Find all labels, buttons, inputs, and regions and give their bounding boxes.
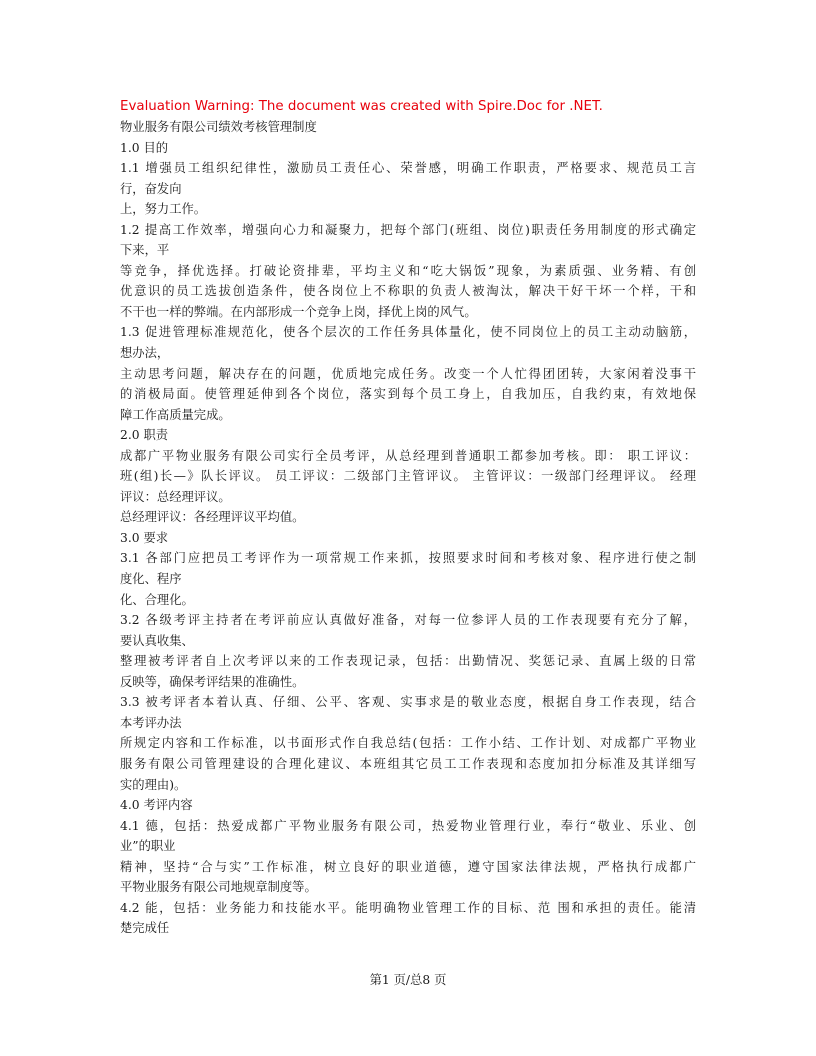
text-line: 3.3 被考评者本着认真、仔细、公平、客观、实事求是的敬业态度，根据自身工作表现，结合 — [120, 695, 696, 710]
text-line: 3.1 各部门应把员工考评作为一项常规工作来抓，按照要求时间和考核对象、程序进行使之制 — [120, 551, 696, 566]
text-line: 所规定内容和工作标准，以书面形式作自我总结(包括：工作小结、工作计划、对成都广平物业 — [120, 736, 696, 751]
text-line: 4.0 考评内容 — [120, 798, 193, 813]
text-line: 不干也一样的弊端。在内部形成一个竞争上岗，择优上岗的风气。 — [120, 304, 477, 319]
document-body — [120, 97, 696, 939]
evaluation-warning: Evaluation Warning: The document was created with Spire.Doc for .NET. — [120, 99, 603, 114]
text-line: 上，努力工作。 — [120, 202, 207, 217]
text-line: 班(组)长—》队长评议。 员工评议：二级部门主管评议。 主管评议：一级部门经理评议。 经理 — [120, 469, 696, 484]
text-line: 3.0 要求 — [120, 530, 169, 545]
text-line: 3.2 各级考评主持者在考评前应认真做好准备，对每一位参评人员的工作表现要有充分了解， — [120, 613, 696, 628]
text-line: 障工作高质量完成。 — [120, 407, 231, 422]
text-line: 的消极局面。使管理延伸到各个岗位，落实到每个员工身上，自我加压，自我约束，有效地保 — [120, 387, 696, 402]
page-footer: 第1 页/总8 页 — [369, 973, 447, 987]
text-line: 优意识的员工选拔创造条件，使各岗位上不称职的负责人被淘汰，解决干好干坏一个样，干和 — [120, 284, 696, 299]
text-line: 1.3 促进管理标准规范化，使各个层次的工作任务具体量化，使不同岗位上的员工主动动脑筋， — [120, 325, 696, 340]
text-line: 整理被考评者自上次考评以来的工作表现记录，包括：出勤情况、奖惩记录、直属上级的日常 — [120, 654, 696, 669]
text-line: 4.1 德，包括：热爱成都广平物业服务有限公司，热爱物业管理行业，奉行“敬业、乐业、创 — [120, 818, 696, 833]
text-line: 行，奋发向 — [120, 181, 182, 196]
text-line: 化、合理化。 — [120, 592, 194, 607]
text-line: 精神，坚持“合与实”工作标准，树立良好的职业道德，遵守国家法律法规，严格执行成都广 — [120, 859, 696, 874]
text-line: 想办法， — [120, 346, 170, 361]
text-line: 实的理由)。 — [120, 777, 187, 792]
text-line: 服务有限公司管理建设的合理化建议、本班组其它员工工作表现和态度加扣分标准及其详细写 — [120, 756, 696, 771]
text-line: 2.0 职责 — [120, 428, 169, 443]
text-line: 下来，平 — [120, 243, 170, 258]
text-line: 1.2 提高工作效率，增强向心力和凝聚力，把每个部门(班组、岗位)职责任务用制度的形式确定 — [120, 222, 696, 237]
text-line: 等竞争，择优选择。打破论资排辈，平均主义和“吃大锅饭”现象，为素质强、业务精、有创 — [120, 263, 696, 278]
text-line: 1.1 增强员工组织纪律性，激励员工责任心、荣誉感，明确工作职责，严格要求、规范员工言 — [120, 161, 696, 176]
text-line: 成都广平物业服务有限公司实行全员考评，从总经理到普通职工都参加考核。即： 职工评议： — [120, 448, 696, 463]
text-line: 度化、程序 — [120, 572, 182, 587]
text-line: 本考评办法 — [120, 715, 182, 730]
text-line: 评议：总经理评议。 — [120, 489, 231, 504]
text-line: 1.0 目的 — [120, 140, 169, 155]
text-line: 要认真收集、 — [120, 633, 194, 648]
document-title: 物业服务有限公司绩效考核管理制度 — [120, 120, 317, 134]
text-line: 4.2 能，包括：业务能力和技能水平。能明确物业管理工作的目标、范 围和承担的责任。能清 — [120, 900, 696, 915]
text-line: 平物业服务有限公司地规章制度等。 — [120, 880, 317, 895]
text-line: 业”的职业 — [120, 839, 176, 854]
text-line: 楚完成任 — [120, 921, 170, 936]
document-text — [120, 117, 696, 939]
text-line: 总经理评议：各经理评议平均值。 — [120, 510, 305, 525]
text-line: 反映等，确保考评结果的准确性。 — [120, 674, 305, 689]
text-line: 主动思考问题，解决存在的问题，优质地完成任务。改变一个人忙得团团转，大家闲着没事干 — [120, 366, 696, 381]
